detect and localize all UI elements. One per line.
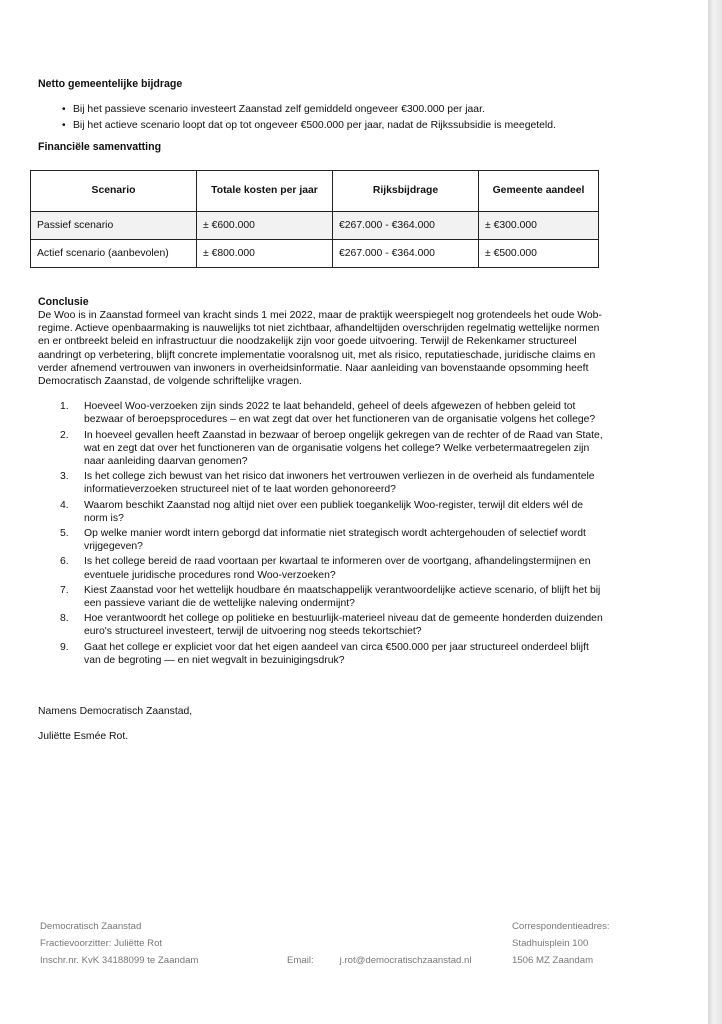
table-header-cell: Gemeente aandeel: [479, 170, 599, 211]
conclusion-section: [38, 296, 608, 667]
list-item: 6. Is het college bereid de raad voortaan per kwartaal te informeren over de voortgang, afhandelingstermijnen en eventuele juridische procedures rond Woo-verzoeken?: [60, 556, 591, 581]
table-cell: ± €300.000: [479, 211, 599, 239]
table-row: [31, 211, 599, 239]
netto-bullet-list: [38, 103, 608, 132]
table-row: [31, 239, 599, 267]
footer-email: [287, 952, 472, 969]
table-header-cell: Totale kosten per jaar: [197, 170, 333, 211]
page-edge: [708, 0, 722, 1024]
financial-table: [30, 170, 599, 268]
conclusion-paragraph: De Woo is in Zaanstad formeel van kracht sinds 1 mei 2022, maar de praktijk weerspiegelt nog grotendeels het oude Wob-regime. Actieve openbaarmaking is nauwelijks tot niet zichtbaar, afhandeltijden overschrijden regelmatig wettelijke normen en er ontbreekt beleid en infrastructuur die noodzakelijk zijn voor goede uitvoering. Terwijl de Rekenkamer structureel aandringt op verbetering, blijft concrete implementatie vooralsnog uit, met als risico, reputatieschade, juridische claims en verder afnemend vertrouwen van inwoners in overheidsinformatie. Naar aanleiding van bovenstaande opsomming heeft Democratisch Zaanstad, de volgende schriftelijke vragen.: [38, 310, 602, 388]
list-item: 2. In hoeveel gevallen heeft Zaanstad in bezwaar of beroep ongelijk gekregen van de rechter of de Raad van State, wat en zegt dat over het functioneren van de organisatie volgens het college? Welke verbetermaatregelen zijn naar aanleiding daarvan genomen?: [60, 429, 603, 468]
questions-list: [38, 400, 608, 667]
table-cell: ± €500.000: [479, 239, 599, 267]
netto-heading: Netto gemeentelijke bijdrage: [38, 78, 183, 90]
list-item: 5. Op welke manier wordt intern geborgd dat informatie niet strategisch wordt achtergehouden of selectief wordt vrijgegeven?: [60, 528, 586, 553]
table-cell: ± €600.000: [197, 211, 333, 239]
list-item: • Bij het passieve scenario investeert Zaanstad zelf gemiddeld ongeveer €300.000 per jaar.: [62, 104, 485, 116]
list-item: 9. Gaat het college er expliciet voor dat het eigen aandeel van circa €500.000 per jaar structureel onderdeel blijft van de begroting — en niet wegvalt in bezuinigingsdruk?: [60, 641, 589, 666]
email-label: Email:: [287, 955, 314, 966]
list-item: 4. Waarom beschikt Zaanstad nog altijd niet over een publiek toegankelijk Woo-register, terwijl dit elders wél de norm is?: [60, 499, 584, 524]
table-cell: ± €800.000: [197, 239, 333, 267]
closing-line: Namens Democratisch Zaanstad,: [38, 706, 193, 718]
list-item: 8. Hoe verantwoordt het college op politieke en bestuurlijk-materieel niveau dat de gemeente honderden duizenden euro's structureel investeert, terwijl de uitvoering nog steeds tekortschiet?: [60, 613, 603, 638]
bullet-icon: •: [62, 104, 66, 116]
bullet-icon: •: [62, 120, 66, 132]
conclusion-heading: Conclusie: [38, 295, 89, 308]
signer-name: Juliëtte Esmée Rot.: [38, 731, 129, 743]
table-cell: Actief scenario (aanbevolen): [31, 239, 197, 267]
list-item: 7. Kiest Zaanstad voor het wettelijk houdbare én maatschappelijk verantwoordelijke actieve scenario, of blijft het bij een passieve variant die de wettelijke naleving ondermijnt?: [60, 584, 601, 610]
table-cell: €267.000 - €364.000: [333, 239, 479, 267]
table-header-row: [31, 170, 599, 211]
list-item: 1. Hoeveel Woo-verzoeken zijn sinds 2022 te laat behandeld, geheel of deels afgewezen of hebben geleid tot bezwaar of beroepsprocedures – en wat zegt dat over het functioneren van de organisatie volgens het college?: [60, 401, 596, 426]
table-header-cell: Rijksbijdrage: [333, 170, 479, 211]
financial-heading: Financiële samenvatting: [38, 140, 162, 153]
document-body: [38, 78, 608, 744]
table-header-cell: Scenario: [31, 170, 197, 211]
email-link[interactable]: j.rot@democratischzaanstad.nl: [339, 955, 472, 966]
footer-address: Correspondentieadres: Stadhuisplein 100 1506 MZ Zaandam: [512, 921, 610, 966]
footer-organization: Democratisch Zaanstad Fractievoorzitter: Juliëtte Rot Inschr.nr. KvK 34188099 te Zaandam: [40, 921, 199, 966]
table-cell: €267.000 - €364.000: [333, 211, 479, 239]
table-cell: Passief scenario: [31, 211, 197, 239]
list-item: 3. Is het college zich bewust van het risico dat inwoners het vertrouwen verliezen in de overheid als fundamentele informatieverzoeken structureel niet of te laat worden gehonoreerd?: [60, 471, 595, 496]
list-item: • Bij het actieve scenario loopt dat op tot ongeveer €500.000 per jaar, nadat de Rijkssubsidie is meegeteld.: [62, 120, 556, 132]
